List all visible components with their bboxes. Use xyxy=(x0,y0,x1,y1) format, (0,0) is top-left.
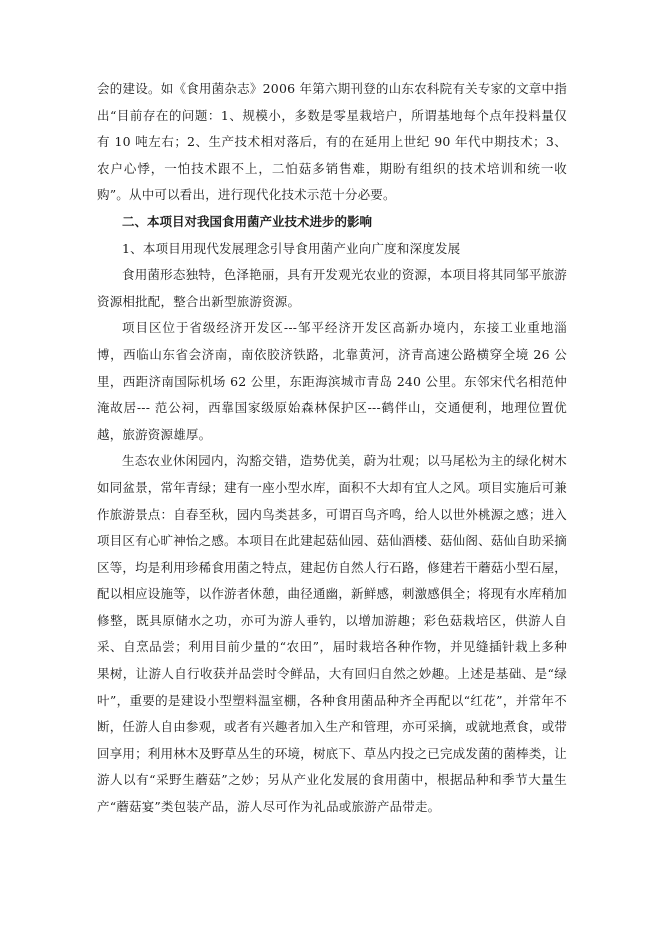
document-body xyxy=(97,76,567,821)
paragraph-tourism-resources: 食用菌形态独特，色泽艳丽，具有开发观光农业的资源，本项目将其同邹平旅游资源相批配，整合出新型旅游资源。 xyxy=(97,267,567,309)
paragraph-continuation: 会的建设。如《食用菌杂志》2006 年第六期刊登的山东农科院有关专家的文章中指出“目前存在的问题：1、规模小，多数是零星栽培户，所谓基地每个点年投料量仅有 10 吨左右；2、生产技术相对落后，有的在延用上世纪 90 年代中期技术；3、农户心悸，一怕技术跟不上，二怕菇多销售难，期盼有组织的技术培训和统一收购”。从中可以看出，进行现代化技术示范十分必要。 xyxy=(97,81,567,203)
subsection-heading: 1、本项目用现代发展理念引导食用菌产业向广度和深度发展 xyxy=(122,240,461,256)
paragraph-eco-park: 生态农业休闲园内，沟豁交错，造势优美，蔚为壮观；以马尾松为主的绿化树木如同盆景，常年青绿；建有一座小型水库，面积不大却有宜人之风。项目实施后可兼作旅游景点：自春至秋，园内鸟类甚多，可谓百鸟齐鸣，给人以世外桃源之感；进入项目区有心旷神怡之感。本项目在此建起菇仙园、菇仙酒楼、菇仙阁、菇仙自助采摘区等，均是利用珍稀食用菌之特点，建起仿自然人行石路，修建若干蘑菇小型石屋，配以相应设施等，以作游者休憩，曲径通幽，新鲜感，刺激感俱全；将现有水库稍加修整，既具原储水之功，亦可为游人垂钓，以增加游趣；彩色菇栽培区，供游人自采、自烹品尝；利用目前少量的“农田”，届时栽培各种作物，并见缝插针栽上多种果树，让游人自行收获并品尝时令鲜品，大有回归自然之妙趣。上述是基础、是“绿叶”，重要的是建设小型塑料温室棚，各种食用菌品种齐全再配以“红花”，并常年不断，任游人自由参观，或者有兴趣者加入生产和管理，亦可采摘，或就地煮食，或带回享用；利用林木及野草丛生的环境，树底下、草丛内投之已完成发菌的菌棒类，让游人以有“采野生蘑菇”之妙；另从产业化发展的食用菌中，根据品种和季节大量生产“蘑菇宴”类包装产品，游人尽可作为礼品或旅游产品带走。 xyxy=(97,453,567,815)
paragraph-project-location: 项目区位于省级经济开发区---邹平经济开发区高新办境内，东接工业重地淄博，西临山东省会济南，南依胶济铁路，北靠黄河，济青高速公路横穿全境 26 公里，西距济南国际机场 62 公里，东距海滨城市青岛 240 公里。东邻宋代名相范仲淹故居--- 范公祠，西靠国家级原始森林保护区---鹤伴山，交通便利，地理位置优越，旅游资源雄厚。 xyxy=(97,320,567,442)
section-heading: 二、本项目对我国食用菌产业技术进步的影响 xyxy=(122,213,373,229)
